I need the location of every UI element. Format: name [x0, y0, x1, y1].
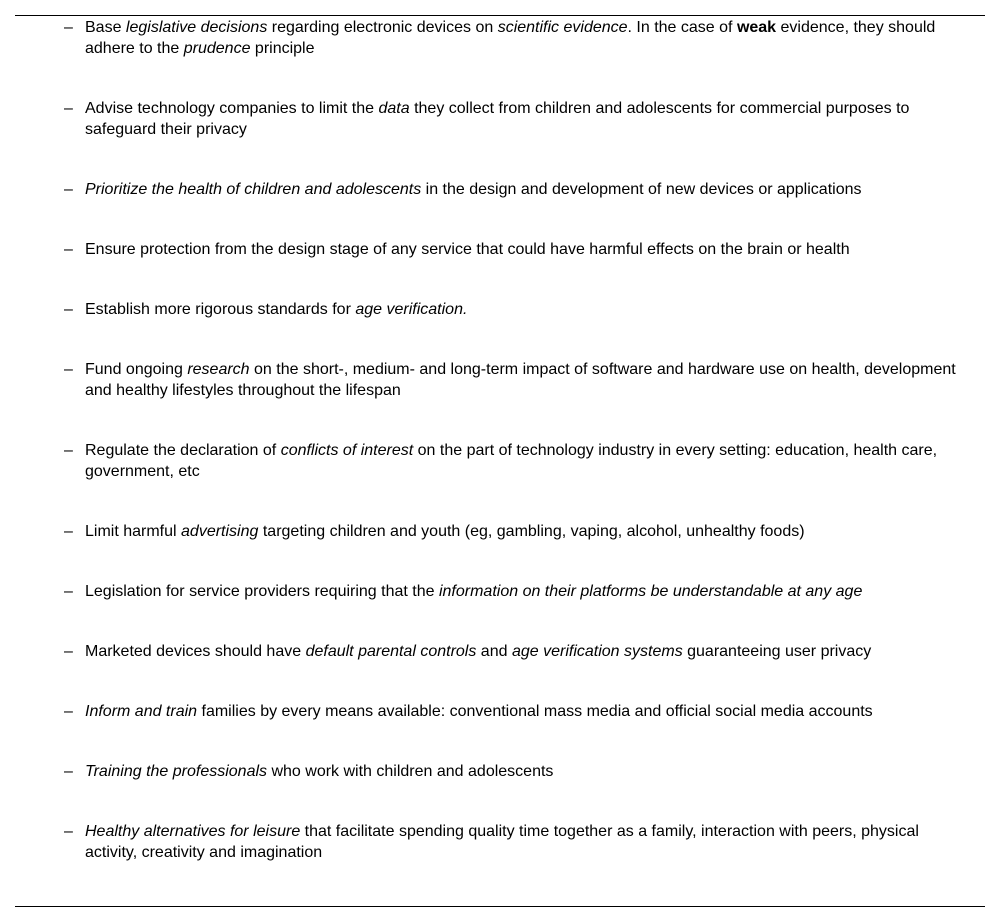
text-segment: regarding electronic devices on	[267, 19, 498, 36]
list-item-text	[85, 581, 964, 602]
text-segment: that facilitate spending quality time together as a family, interaction with peers, physical activity, creativity and imagination	[85, 823, 919, 861]
list-item-text	[85, 440, 964, 482]
emphasis-text: age verification systems	[511, 643, 683, 660]
text-segment: on the short-, medium- and long-term impact of software and hardware use on health, development and healthy lifestyles throughout the lifespan	[85, 361, 956, 399]
list-bullet-dash: –	[64, 763, 73, 780]
list-item-text	[85, 239, 964, 260]
list-bullet-dash: –	[64, 241, 73, 258]
list-bullet-dash: –	[64, 823, 73, 840]
text-segment: Advise technology companies to limit the	[85, 100, 379, 117]
top-rule	[15, 15, 985, 16]
list-item-text	[85, 641, 964, 662]
text-segment: in the design and development of new devices or applications	[421, 181, 862, 198]
text-segment: and	[476, 643, 512, 660]
text-segment: evidence, they should adhere to the	[85, 19, 936, 57]
text-segment: Ensure protection from the design stage of any service that could have harmful effects on the brain or health	[85, 241, 850, 258]
list-item	[64, 641, 964, 662]
list-bullet-dash: –	[64, 583, 73, 600]
list-item-text	[85, 179, 964, 200]
emphasis-text: scientific evidence	[497, 19, 628, 36]
emphasis-text: Healthy alternatives for leisure	[85, 823, 301, 840]
text-segment: Fund ongoing	[85, 361, 188, 378]
list-item	[64, 179, 964, 200]
list-bullet-dash: –	[64, 181, 73, 198]
text-segment: principle	[250, 40, 315, 57]
list-bullet-dash: –	[64, 361, 73, 378]
emphasis-text: default parental controls	[305, 643, 477, 660]
list-item	[64, 701, 964, 722]
list-item-text	[85, 98, 964, 140]
list-item	[64, 821, 964, 863]
list-item-text	[85, 299, 964, 320]
emphasis-text: Inform and train	[85, 703, 198, 720]
emphasis-text: age verification.	[355, 301, 468, 318]
list-bullet-dash: –	[64, 100, 73, 117]
list-item-text	[85, 359, 964, 401]
list-item	[64, 299, 964, 320]
text-segment: . In the case of	[627, 19, 737, 36]
list-bullet-dash: –	[64, 301, 73, 318]
list-bullet-dash: –	[64, 643, 73, 660]
emphasis-text: information on their platforms be understandable at any age	[438, 583, 863, 600]
text-segment: Regulate the declaration of	[85, 442, 281, 459]
list-item-text	[85, 521, 964, 542]
emphasis-text: Prioritize the health of children and adolescents	[85, 181, 422, 198]
list-item-text	[85, 761, 964, 782]
emphasis-text: research	[187, 361, 250, 378]
text-segment: Marketed devices should have	[85, 643, 306, 660]
text-segment: targeting children and youth (eg, gambling, vaping, alcohol, unhealthy foods)	[258, 523, 805, 540]
list-item	[64, 581, 964, 602]
emphasis-text: advertising	[181, 523, 259, 540]
emphasis-text: data	[378, 100, 410, 117]
list-item	[64, 761, 964, 782]
list-item	[64, 440, 964, 482]
list-item	[64, 98, 964, 140]
list-item	[64, 239, 964, 260]
emphasis-text: Training the professionals	[85, 763, 268, 780]
text-segment: on the part of technology industry in every setting: education, health care, government, etc	[85, 442, 938, 480]
bottom-rule	[15, 906, 985, 907]
text-segment: Establish more rigorous standards for	[85, 301, 356, 318]
list-bullet-dash: –	[64, 703, 73, 720]
emphasis-text: conflicts of interest	[280, 442, 414, 459]
text-segment: who work with children and adolescents	[267, 763, 554, 780]
strong-text: weak	[736, 19, 777, 36]
text-segment: Limit harmful	[85, 523, 182, 540]
list-item-text	[85, 701, 964, 722]
emphasis-text: legislative decisions	[125, 19, 268, 36]
text-segment: Legislation for service providers requiring that the	[85, 583, 439, 600]
list-item	[64, 521, 964, 542]
list-bullet-dash: –	[64, 19, 73, 36]
text-segment: they collect from children and adolescents for commercial purposes to safeguard their privacy	[85, 100, 910, 138]
emphasis-text: prudence	[183, 40, 251, 57]
list-bullet-dash: –	[64, 523, 73, 540]
list-bullet-dash: –	[64, 442, 73, 459]
text-segment: families by every means available: conventional mass media and official social media accounts	[197, 703, 873, 720]
list-item-text	[85, 821, 964, 863]
list-item	[64, 359, 964, 401]
list-item	[64, 17, 964, 59]
text-segment: guaranteeing user privacy	[682, 643, 872, 660]
list-item-text	[85, 17, 964, 59]
text-segment: Base	[85, 19, 126, 36]
